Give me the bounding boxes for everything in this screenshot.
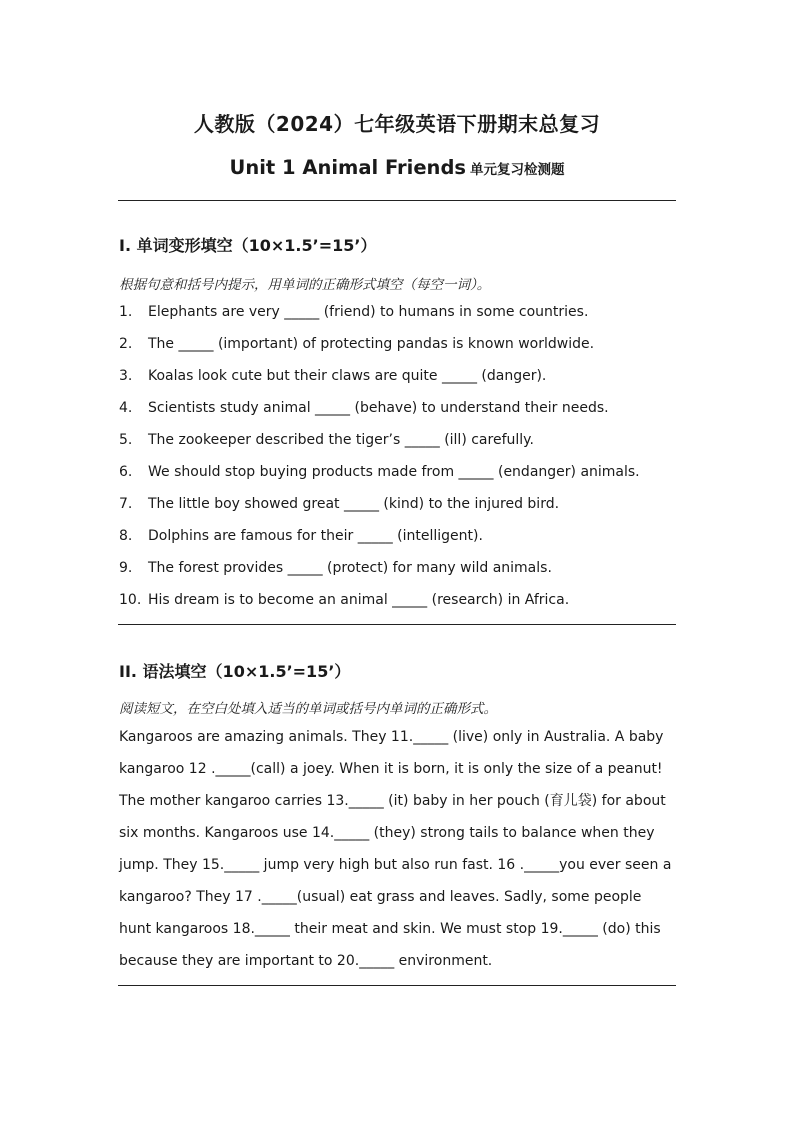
question-text: We should stop buying products made from _____ (endanger) animals.: [148, 464, 640, 480]
question-item: [119, 528, 483, 544]
passage-line: jump. They 15._____ jump very high but also run fast. 16 ._____you ever seen a: [119, 857, 672, 873]
question-text: Dolphins are famous for their _____ (intelligent).: [148, 528, 483, 544]
divider-middle: [118, 624, 676, 625]
document-title: 人教版（2024）七年级英语下册期末总复习: [193, 112, 601, 136]
question-number: 7.: [119, 496, 133, 512]
section2-instruction: 阅读短文，在空白处填入适当的单词或括号内单词的正确形式。: [119, 701, 497, 717]
question-number: 9.: [119, 560, 133, 576]
question-number: 4.: [119, 400, 133, 416]
question-text: The zookeeper described the tiger’s _____ (ill) carefully.: [148, 432, 534, 448]
question-text: Scientists study animal _____ (behave) to understand their needs.: [148, 400, 609, 416]
question-number: 3.: [119, 368, 133, 384]
passage-line: because they are important to 20._____ environment.: [119, 953, 493, 969]
section1-heading: I. 单词变形填空（10×1.5’=15’）: [119, 236, 377, 255]
divider-bottom: [118, 985, 676, 986]
question-item: [119, 432, 534, 448]
question-text: The little boy showed great _____ (kind) to the injured bird.: [148, 496, 560, 512]
question-number: 8.: [119, 528, 133, 544]
passage-line: kangaroo? They 17 ._____(usual) eat grass and leaves. Sadly, some people: [119, 889, 642, 905]
cloze-passage: [119, 721, 679, 977]
passage-line: kangaroo 12 ._____(call) a joey. When it is born, it is only the size of a peanut!: [119, 761, 663, 777]
passage-line: six months. Kangaroos use 14._____ (they) strong tails to balance when they: [119, 825, 655, 841]
question-item: [119, 592, 569, 608]
question-item: [119, 560, 552, 576]
question-item: [119, 304, 588, 320]
question-text: The _____ (important) of protecting pandas is known worldwide.: [148, 336, 595, 352]
passage-line: The mother kangaroo carries 13._____ (it) baby in her pouch (育儿袋) for about: [119, 793, 666, 809]
divider-top: [118, 200, 676, 201]
question-item: [119, 496, 559, 512]
question-text: Koalas look cute but their claws are quite _____ (danger).: [148, 368, 547, 384]
question-item: [119, 400, 609, 416]
passage-line: hunt kangaroos 18._____ their meat and skin. We must stop 19._____ (do) this: [119, 921, 661, 937]
question-text: Elephants are very _____ (friend) to humans in some countries.: [148, 304, 589, 320]
question-text: His dream is to become an animal _____ (research) in Africa.: [148, 592, 570, 608]
question-number: 5.: [119, 432, 133, 448]
unit-suffix: 单元复习检测题: [470, 162, 565, 178]
question-item: [119, 464, 640, 480]
question-text: The forest provides _____ (protect) for many wild animals.: [148, 560, 552, 576]
question-number: 6.: [119, 464, 133, 480]
unit-subtitle: [0, 156, 794, 179]
question-number: 1.: [119, 304, 133, 320]
section2-heading: II. 语法填空（10×1.5’=15’）: [119, 662, 351, 681]
unit-title: Unit 1 Animal Friends: [229, 156, 467, 179]
question-item: [119, 368, 546, 384]
section1-instruction: 根据句意和括号内提示，用单词的正确形式填空（每空一词）。: [119, 277, 491, 293]
question-item: [119, 336, 594, 352]
passage-line: Kangaroos are amazing animals. They 11._____ (live) only in Australia. A baby: [119, 729, 664, 745]
question-number: 10.: [119, 592, 142, 608]
question-number: 2.: [119, 336, 133, 352]
